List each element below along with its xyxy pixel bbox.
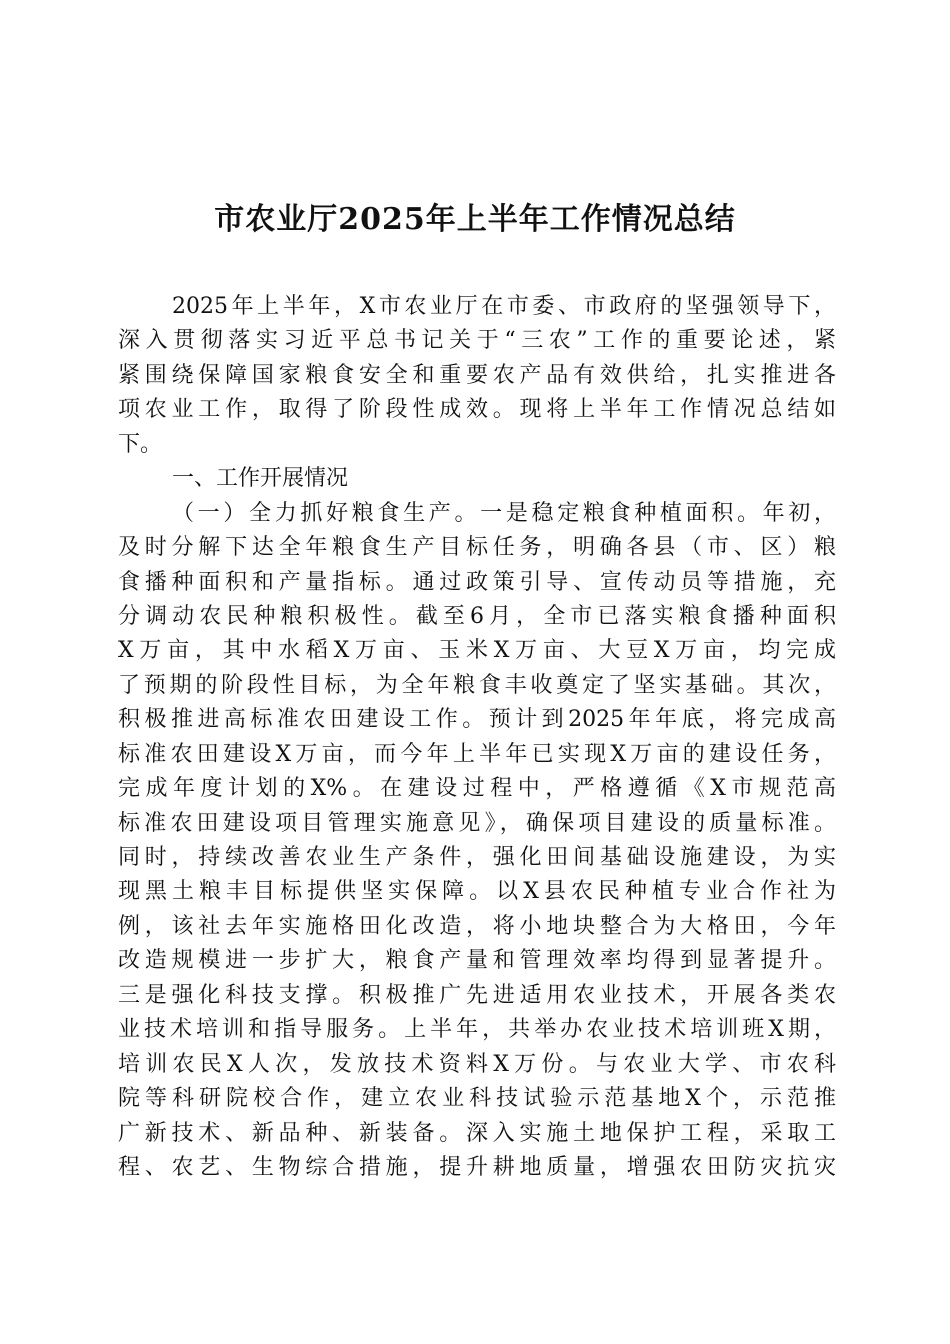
paragraph-line: 下。 [118,431,163,457]
paragraph-line: 了预期的阶段性目标，为全年粮食丰收奠定了坚实基础。其次， [118,672,836,698]
paragraph-line: 分调动农民种粮积极性。截至6月，全市已落实粮食播种面积 [118,603,836,629]
paragraph-line: 项农业工作，取得了阶段性成效。现将上半年工作情况总结如 [118,397,836,423]
paragraph-line: （一）全力抓好粮食生产。一是稳定粮食种植面积。年初， [172,500,836,526]
paragraph-line: 完成年度计划的X%。在建设过程中，严格遵循《X市规范高 [118,776,836,802]
paragraph-line: 培训农民X人次，发放技术资料X万份。与农业大学、市农科 [118,1051,836,1077]
paragraph-line: 深入贯彻落实习近平总书记关于“三农”工作的重要论述，紧 [118,328,836,354]
paragraph-line: 及时分解下达全年粮食生产目标任务，明确各县（市、区）粮 [118,535,836,561]
paragraph-line: 三是强化科技支撑。积极推广先进适用农业技术，开展各类农 [118,982,836,1008]
paragraph-line: 积极推进高标准农田建设工作。预计到2025年年底，将完成高 [118,707,836,733]
document-body [118,290,836,1185]
paragraph-line: 标准农田建设项目管理实施意见》，确保项目建设的质量标准。 [118,810,836,836]
paragraph-line: 院等科研院校合作，建立农业科技试验示范基地X个，示范推 [118,1086,836,1112]
paragraph-line: 例，该社去年实施格田化改造，将小地块整合为大格田，今年 [118,913,836,939]
subsection-paragraph [118,497,836,1186]
paragraph-line: 标准农田建设X万亩，而今年上半年已实现X万亩的建设任务， [118,741,836,767]
paragraph-line: 改造规模进一步扩大，粮食产量和管理效率均得到显著提升。 [118,948,836,974]
paragraph-line: 紧围绕保障国家粮食安全和重要农产品有效供给，扎实推进各 [118,362,836,388]
section-heading: 一、工作开展情况 [172,466,349,492]
paragraph-line: 程、农艺、生物综合措施，提升耕地质量，增强农田防灾抗灾 [118,1154,836,1180]
paragraph-line: 2025年上半年，X市农业厅在市委、市政府的坚强领导下， [172,294,836,319]
paragraph-line: 广新技术、新品种、新装备。深入实施土地保护工程，采取工 [118,1120,836,1146]
document-title: 市农业厅2025年上半年工作情况总结 [214,202,736,237]
paragraph-line: 同时，持续改善农业生产条件，强化田间基础设施建设，为实 [118,845,836,870]
paragraph-line: 现黑土粮丰目标提供坚实保障。以X县农民种植专业合作社为 [118,879,836,905]
paragraph-line: 食播种面积和产量指标。通过政策引导、宣传动员等措施，充 [118,569,836,595]
intro-paragraph [118,290,836,462]
paragraph-line: 业技术培训和指导服务。上半年，共举办农业技术培训班X期， [118,1017,836,1043]
paragraph-line: X万亩，其中水稻X万亩、玉米X万亩、大豆X万亩，均完成 [118,638,836,664]
